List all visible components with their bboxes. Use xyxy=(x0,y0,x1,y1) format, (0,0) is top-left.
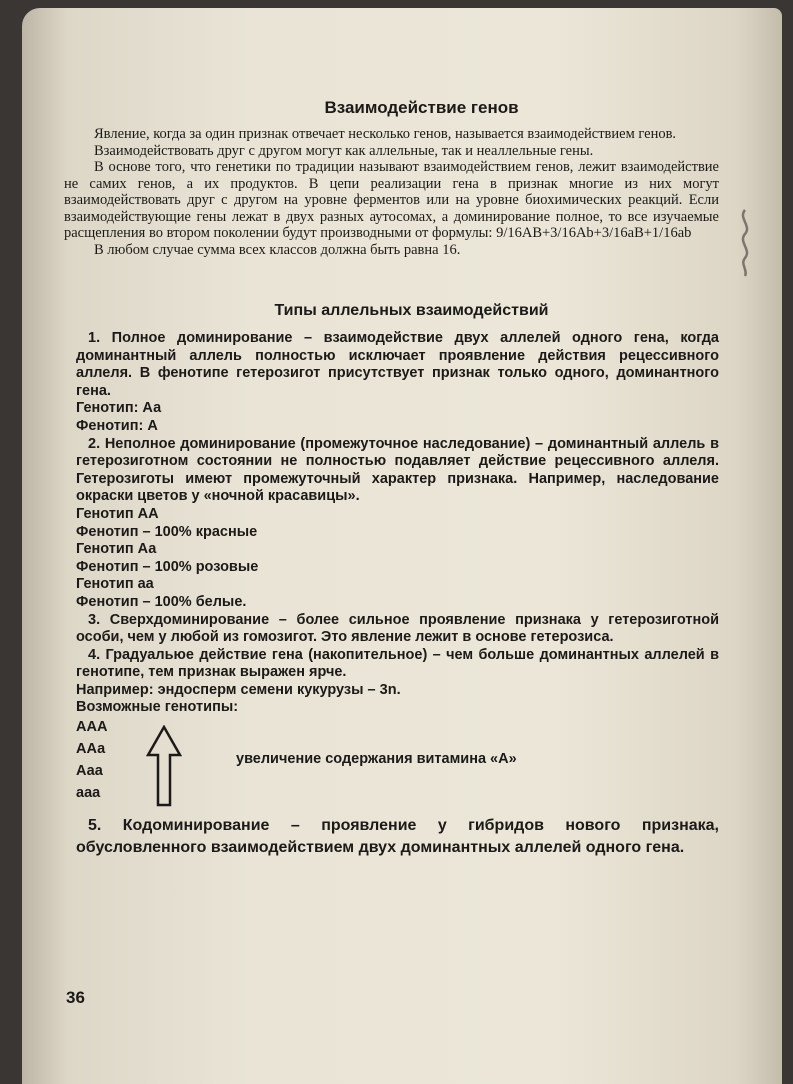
genotype-label: ААа xyxy=(76,741,106,758)
book-page xyxy=(22,8,782,1084)
page-content xyxy=(64,88,719,859)
item-4-example: Например: эндосперм семени кукурузы – 3n. xyxy=(76,681,401,698)
item-2-line: Генотип аа xyxy=(76,576,154,593)
genotype-diagram xyxy=(76,719,719,815)
intro-paragraph-1: Явление, когда за один признак отвечает несколько генов, называется взаимодействием генов. xyxy=(94,126,677,142)
intro-paragraph-3: В основе того, что генетики по традиции называют взаимодействием генов, лежит взаимодействие не самих генов, а их продуктов. В цепи реализации гена в признак многие из них могут взаимодействовать друг с другом на уровне ферментов или на уровне биохимических реакций. Если взаимодействующие гены лежат в двух разных аутосомах, а доминирование полное, то все изучаемые расщепления во втором поколении будут производными от формулы: 9/16AB+3/16Ab+3/16aB+1/16ab xyxy=(64,159,719,241)
item-1-phenotype: Фенотип: А xyxy=(76,417,158,434)
page-title: Взаимодействие генов xyxy=(324,98,519,117)
item-2-line: Фенотип – 100% белые. xyxy=(76,593,247,610)
item-1-genotype: Генотип: Аа xyxy=(76,400,162,417)
intro-text xyxy=(64,126,719,258)
section-title: Типы аллельных взаимодействий xyxy=(274,302,549,319)
vitamin-caption: увеличение содержания витамина «А» xyxy=(236,751,517,768)
genotype-label: ААА xyxy=(76,719,108,736)
item-1-text: 1. Полное доминирование – взаимодействие двух аллелей одного гена, когда доминантный аллель полностью исключает проявление действия рецессивного аллеля. В фенотипе гетерозигот присутствует признак только одного, доминантного гена. xyxy=(76,330,719,399)
item-2-text: 2. Неполное доминирование (промежуточное наследование) – доминантный аллель в гетерозиготном состоянии не полностью подавляет действие рецессивного аллеля. Гетерозиготы имеют промежуточный характер признака. Например, наследование окраски цветов у «ночной красавицы». xyxy=(76,435,719,505)
allele-types-list xyxy=(64,330,719,859)
intro-paragraph-4: В любом случае сумма всех классов должна быть равна 16. xyxy=(94,241,461,258)
item-3-text: 3. Сверхдоминирование – более сильное проявление признака у гетерозиготной особи, чем у любой из гомозигот. Это явление лежит в основе гетерозиса. xyxy=(76,611,719,646)
item-2-line: Фенотип – 100% красные xyxy=(76,523,258,540)
page-number: 36 xyxy=(66,988,85,1007)
up-arrow-icon xyxy=(146,725,182,807)
item-4-text: 4. Градуальюе действие гена (накопительное) – чем больше доминантных аллелей в генотипе, тем признак выражен ярче. xyxy=(76,646,719,681)
staple-icon xyxy=(736,208,754,278)
genotype-label: ааа xyxy=(76,785,101,802)
intro-paragraph-2: Взаимодействовать друг с другом могут как аллельные, так и неаллельные гены. xyxy=(94,142,594,159)
item-5-text: 5. Кодоминирование – проявление у гибридов нового признака, обусловленного взаимодействием двух доминантных аллелей одного гена. xyxy=(76,817,719,857)
item-2-line: Генотип АА xyxy=(76,505,159,522)
genotype-label: Ааа xyxy=(76,763,103,780)
item-2-line: Фенотип – 100% розовые xyxy=(76,558,259,575)
item-4-possible-genotypes: Возможные генотипы: xyxy=(76,699,239,716)
item-2-line: Генотип Аа xyxy=(76,541,157,558)
